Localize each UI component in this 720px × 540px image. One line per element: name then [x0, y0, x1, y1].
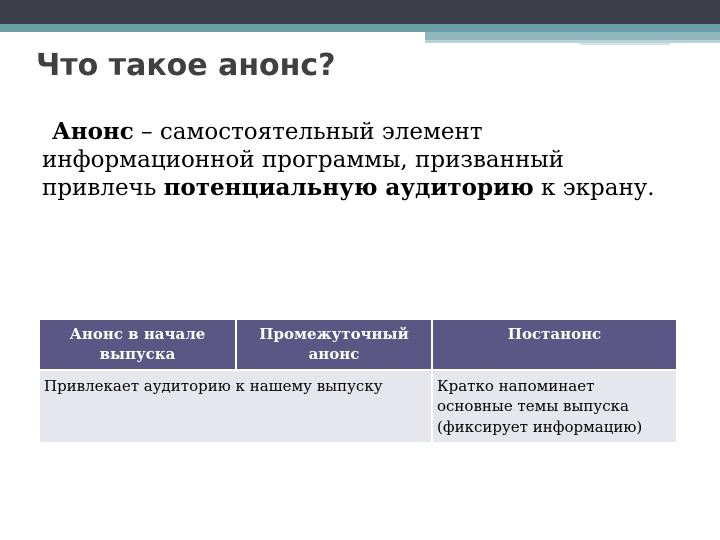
table-header-row	[40, 320, 676, 370]
slide-title: Что такое анонс?	[36, 48, 336, 83]
definition-text-part-2: к экрану.	[533, 175, 655, 202]
definition-term: Анонс	[52, 118, 134, 145]
merged-cell-attract-audience: Привлекает аудиторию к нашему выпуску	[40, 370, 432, 442]
header-cell-intermediate-anons: Промежуточный анонс	[236, 320, 432, 370]
header-cell-post-anons: Постанонс	[432, 320, 676, 370]
definition-paragraph	[42, 118, 682, 203]
anons-types-table	[40, 320, 676, 442]
accent-stripe-thin	[425, 40, 720, 43]
table-row	[40, 370, 676, 442]
accent-stripe	[0, 24, 720, 32]
header-cell-start-anons: Анонс в начале выпуска	[40, 320, 236, 370]
top-decorative-band	[0, 0, 720, 24]
cell-post-anons-description: Кратко напоминает основные темы выпуска (фиксирует информацию)	[432, 370, 676, 442]
definition-text-part-1: – самостоятельный элемент информационной программы, призванный привлечь	[42, 119, 564, 202]
definition-emphasis: потенциальную аудиторию	[163, 174, 534, 202]
accent-stripe-hairline	[580, 43, 670, 45]
accent-stripe-short	[425, 32, 720, 40]
